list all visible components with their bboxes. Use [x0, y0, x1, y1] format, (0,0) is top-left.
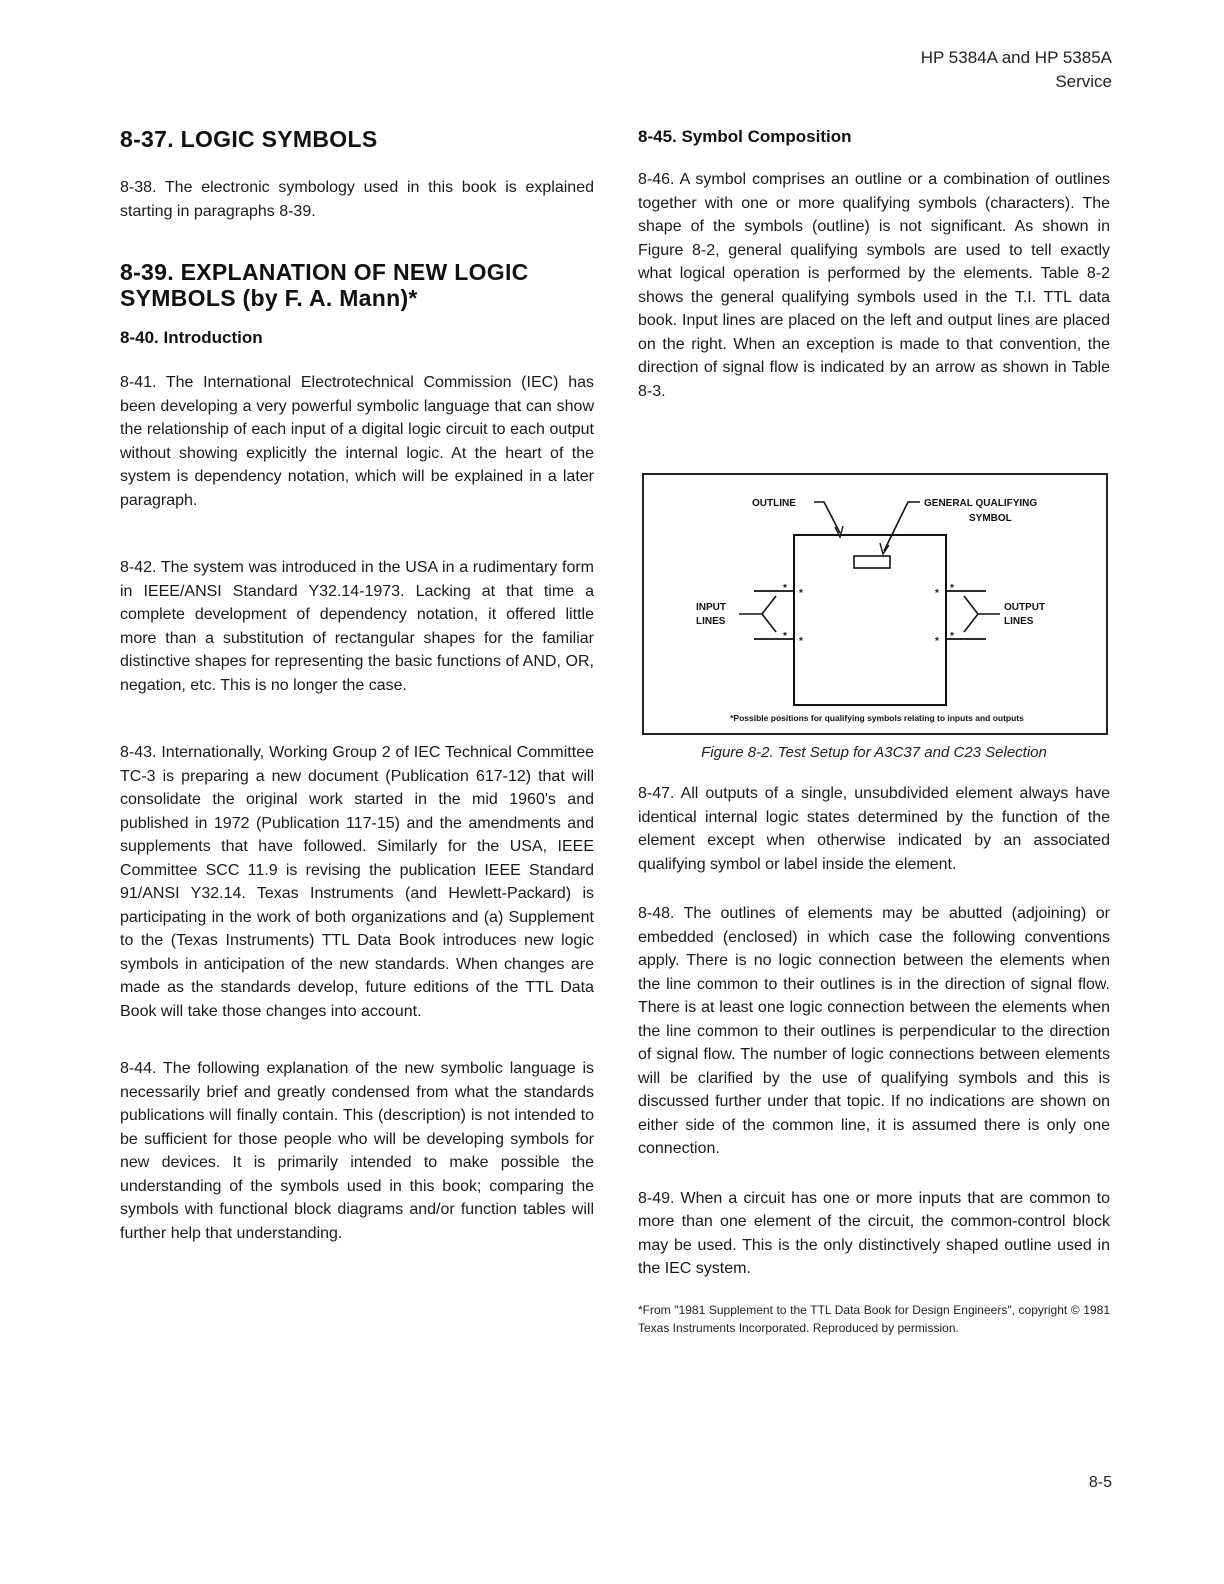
logic-symbol-diagram [644, 475, 1110, 737]
output-brace [964, 596, 978, 632]
figure-8-2 [642, 473, 1108, 735]
marker-output-outside-top: * [950, 583, 954, 594]
heading-8-39-line2: SYMBOLS (by F. A. Mann)* [120, 285, 418, 311]
label-outline: OUTLINE [752, 498, 796, 509]
label-input-line1: INPUT [696, 602, 726, 613]
paragraph-8-42: 8-42. The system was introduced in the USA in a rudimentary form in IEEE/ANSI Standard Y32.14-1973. Lacking at that time a complete development of dependency notation, it offered little more than a substitution of rectangular shapes for the familiar distinctive shapes for representing the basic functions of AND, OR, negation, etc. This is no longer the case. [120, 559, 594, 694]
label-input-line2: LINES [696, 616, 726, 627]
label-output-line2: LINES [1004, 616, 1034, 627]
marker-input-inside-top: * [799, 588, 803, 599]
label-general-qualifying-line1: GENERAL QUALIFYING [924, 498, 1038, 509]
header-title: HP 5384A and HP 5385A [920, 48, 1112, 67]
marker-input-inside-bottom: * [799, 636, 803, 647]
label-output-line1: OUTPUT [1004, 602, 1046, 613]
page-number: 8-5 [1088, 1474, 1112, 1491]
left-column [120, 120, 594, 1245]
general-qualifying-symbol-box [854, 556, 890, 568]
element-outline [794, 535, 946, 705]
figure-caption: Figure 8-2. Test Setup for A3C37 and C23 Selection [701, 744, 1047, 761]
running-header [921, 46, 1112, 94]
qualifier-leader-line [884, 502, 920, 551]
paragraph-8-49: 8-49. When a circuit has one or more inputs that are common to more than one element of the circuit, the common-control block may be used. This is the only distinctively shaped outline used in the IEC system. [638, 1189, 1110, 1277]
header-section: Service [1055, 72, 1112, 91]
heading-8-45: 8-45. Symbol Composition [638, 127, 852, 146]
paragraph-8-47: 8-47. All outputs of a single, unsubdivided element always have identical internal logic states determined by the function of the element except when otherwise indicated by an associated qualifying symbol or label inside the element. [638, 785, 1110, 873]
label-general-qualifying-line2: SYMBOL [969, 513, 1012, 524]
right-column [638, 120, 1110, 403]
right-column-lower [638, 782, 1110, 1337]
marker-input-outside-top: * [783, 583, 787, 594]
marker-input-outside-bottom: * [783, 631, 787, 642]
marker-output-outside-bottom: * [950, 631, 954, 642]
paragraph-8-46: 8-46. A symbol comprises an outline or a combination of outlines together with one or more qualifying symbols (characters). The shape of the symbols (outline) is not significant. As shown in Figure 8-2, general qualifying symbols are used to tell exactly what logical operation is performed by the elements. Table 8-2 shows the general qualifying symbols used in the T.I. TTL data book. Input lines are placed on the left and output lines are placed on the right. When an exception is made to that convention, the direction of signal flow is indicated by an arrow as shown in Table 8-3. [638, 171, 1110, 400]
paragraph-8-43: 8-43. Internationally, Working Group 2 of IEC Technical Committee TC-3 is preparing a new document (Publication 617-12) that will consolidate the original work started in the mid 1960's and published in 1972 (Publication 117-15) and the amendments and supplements that have followed. Similarly for the USA, IEEE Committee SCC 11.9 is revising the publication IEEE Standard 91/ANSI Y32.14. Texas Instruments (and Hewlett-Packard) is participating in the work of both organizations and (a) Supplement to the (Texas Instruments) TTL Data Book introduces new logic symbols in anticipation of the new standards. When changes are made as the standards develop, future editions of the TTL Data Book will take those changes into account. [120, 744, 594, 1020]
footnote: *From "1981 Supplement to the TTL Data Book for Design Engineers", copyright © 1981 Texas Instruments Incorporated. Reproduced by permission. [638, 1302, 1110, 1335]
paragraph-8-44: 8-44. The following explanation of the new symbolic language is necessarily brief and greatly condensed from what the standards publications will finally contain. This (description) is not intended to be sufficient for those people who will be developing symbols for new devices. It is primarily intended to make possible the understanding of the symbols used in this book; comparing the symbols with functional block diagrams and/or function tables will further help that understanding. [120, 1060, 594, 1242]
marker-output-inside-top: * [935, 588, 939, 599]
paragraph-8-38: 8-38. The electronic symbology used in this book is explained starting in paragraphs 8-39. [120, 179, 594, 220]
input-brace [762, 596, 776, 632]
heading-8-40: 8-40. Introduction [120, 328, 263, 347]
paragraph-8-41: 8-41. The International Electrotechnical Commission (IEC) has been developing a very powerful symbolic language that can show the relationship of each input of a digital logic circuit to each output without showing explicitly the internal logic. At the heart of the system is dependency notation, which will be explained in a later paragraph. [120, 374, 594, 509]
heading-8-37: 8-37. LOGIC SYMBOLS [120, 126, 378, 152]
marker-output-inside-bottom: * [935, 636, 939, 647]
figure-note: *Possible positions for qualifying symbols relating to inputs and outputs [730, 713, 1024, 723]
paragraph-8-48: 8-48. The outlines of elements may be abutted (adjoining) or embedded (enclosed) in which case the following conventions apply. There is no logic connection between the elements when the line common to their outlines is in the direction of signal flow. There is at least one logic connection between the elements when the line common to their outlines is perpendicular to the direction of signal flow. The number of logic connections between elements will be clarified by the use of qualifying symbols and this is discussed further under that topic. If no indications are shown on either side of the common line, it is assumed there is only one connection. [638, 905, 1110, 1157]
heading-8-39-line1: 8-39. EXPLANATION OF NEW LOGIC [120, 259, 529, 285]
